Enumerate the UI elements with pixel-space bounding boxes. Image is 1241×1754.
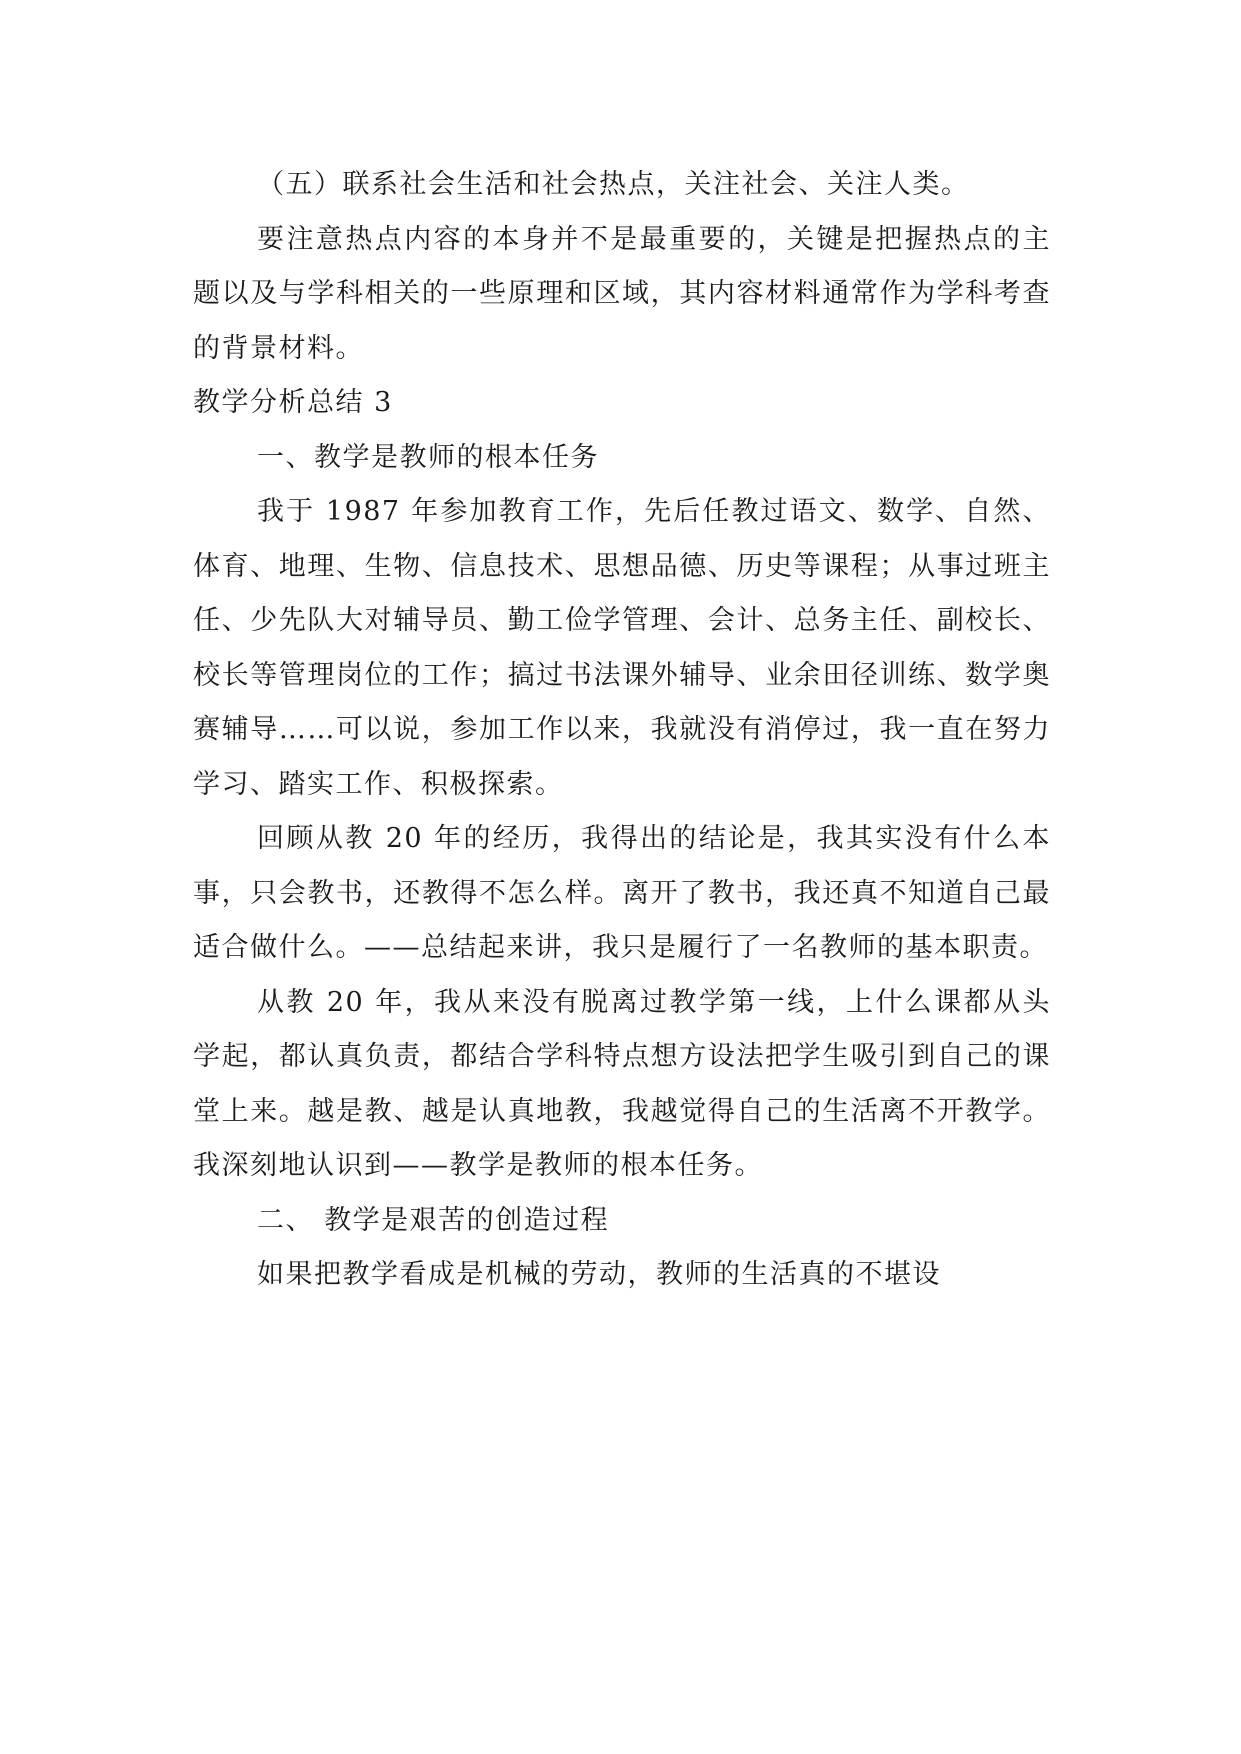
- paragraph-review: 回顾从教 20 年的经历，我得出的结论是，我其实没有什么本事，只会教书，还教得不怎么样。离开了教书，我还真不知道自己最适合做什么。——总结起来讲，我只是履行了一名教师的基本职责。: [193, 823, 1051, 963]
- paragraph-hotspot-note: 要注意热点内容的本身并不是最重要的，关键是把握热点的主题以及与学科相关的一些原理和区域，其内容材料通常作为学科考查的背景材料。: [193, 223, 1051, 364]
- subheading-one: 一、教学是教师的根本任务: [257, 441, 599, 473]
- subheading-two: 二、 教学是艰苦的创造过程: [257, 1204, 610, 1236]
- paragraph-section-five: （五）联系社会生活和社会热点，关注社会、关注人类。: [257, 169, 970, 200]
- document-body: [193, 158, 1051, 1303]
- paragraph-mechanical-labor: 如果把教学看成是机械的劳动，教师的生活真的不堪设: [257, 1259, 941, 1290]
- section-heading: 教学分析总结 3: [193, 387, 393, 418]
- paragraph-teaching-line: 从教 20 年，我从来没有脱离过教学第一线，上什么课都从头学起，都认真负责，都结合学科特点想方设法把学生吸引到自己的课堂上来。越是教、越是认真地教，我越觉得自己的生活离不开教学。我深刻地认识到——教学是教师的根本任务。: [193, 986, 1051, 1181]
- paragraph-experience: 我于 1987 年参加教育工作，先后任教过语文、数学、自然、体育、地理、生物、信息技术、思想品德、历史等课程；从事过班主任、少先队大对辅导员、勤工俭学管理、会计、总务主任、副校长、校长等管理岗位的工作；搞过书法课外辅导、业余田径训练、数学奥赛辅导……可以说，参加工作以来，我就没有消停过，我一直在努力学习、踏实工作、积极探索。: [193, 496, 1051, 800]
